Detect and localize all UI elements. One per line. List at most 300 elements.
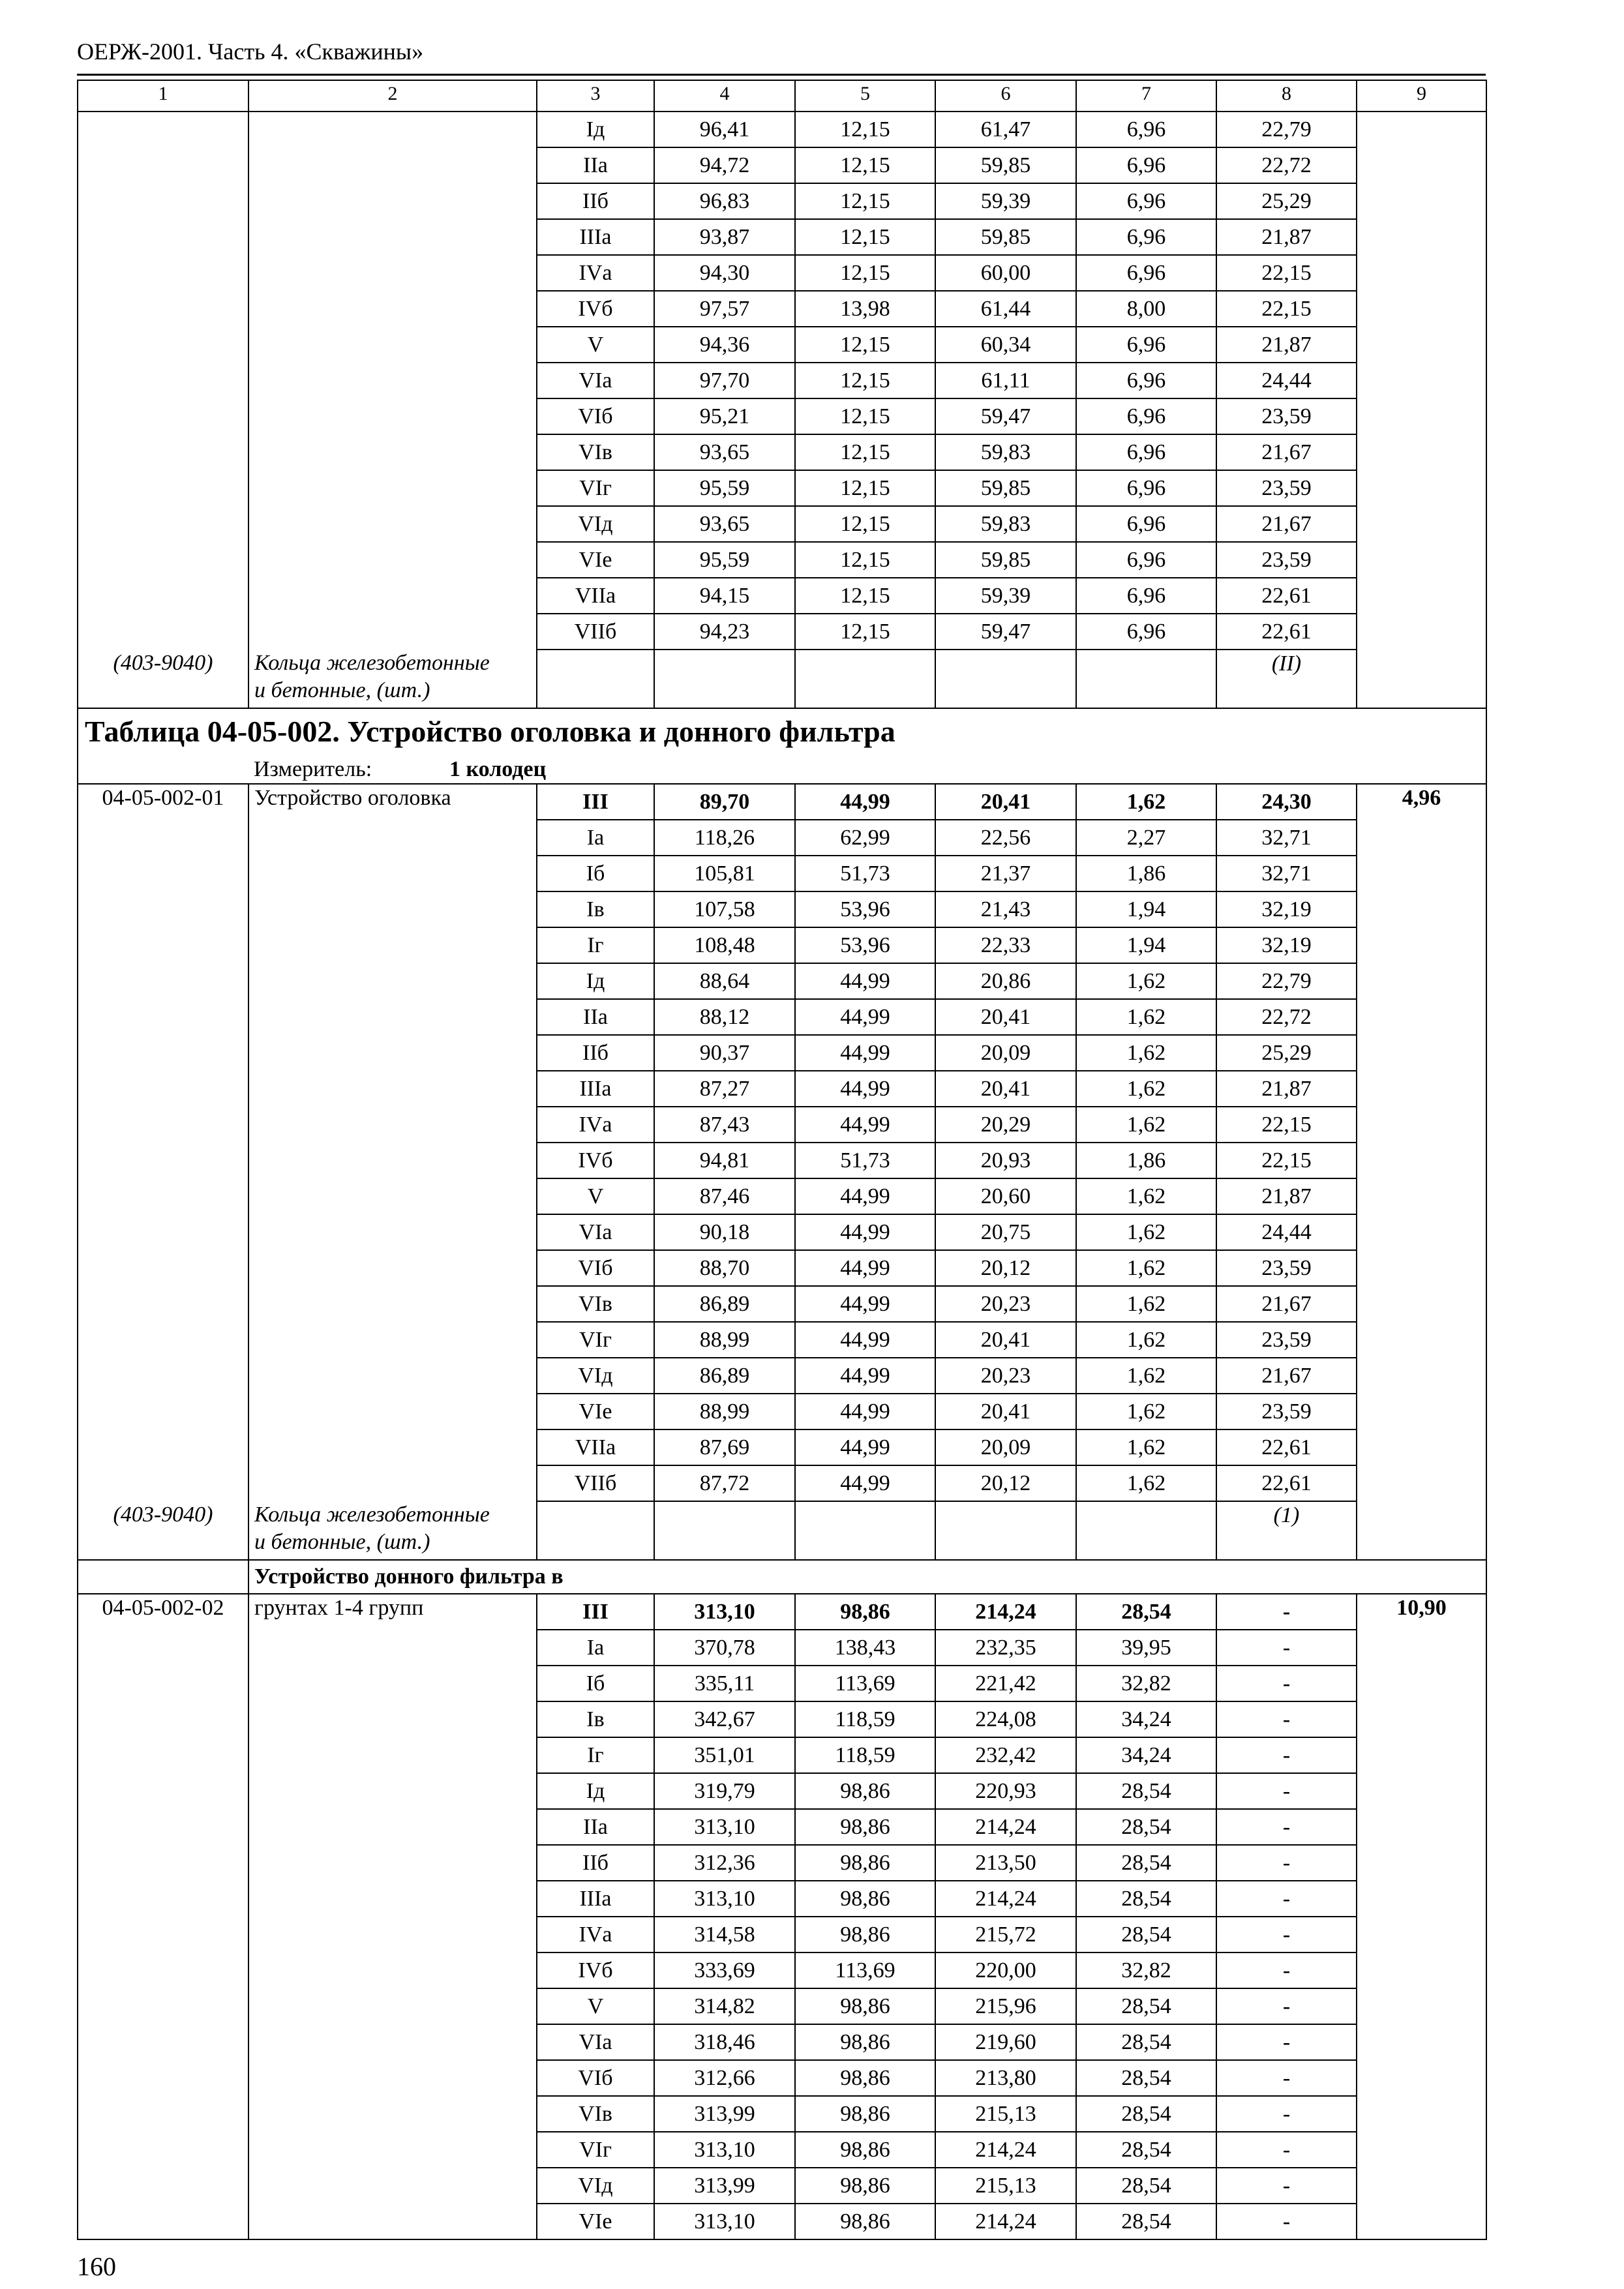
- value-cell: 34,24: [1076, 1737, 1216, 1773]
- value-cell: 319,79: [654, 1773, 795, 1809]
- value-cell: 105,81: [654, 856, 795, 891]
- value-cell: 6,96: [1076, 112, 1216, 147]
- value-cell: 44,99: [795, 1250, 935, 1286]
- value-cell: 87,43: [654, 1107, 795, 1143]
- column-number: 6: [935, 80, 1076, 112]
- zone-cell: Iд: [537, 112, 654, 147]
- value-cell: 28,54: [1076, 2024, 1216, 2060]
- value-cell: 313,99: [654, 2168, 795, 2204]
- value-cell: 6,96: [1076, 327, 1216, 363]
- zone-cell: IVа: [537, 1107, 654, 1143]
- value-cell: 1,62: [1076, 963, 1216, 999]
- value-cell: 1,94: [1076, 891, 1216, 927]
- zone-cell: IIб: [537, 1845, 654, 1881]
- value-cell: 313,10: [654, 2132, 795, 2168]
- column-number-row: [78, 80, 1486, 112]
- value-cell: 94,23: [654, 614, 795, 650]
- zone-cell: VIе: [537, 1394, 654, 1429]
- value-cell: 313,10: [654, 2204, 795, 2239]
- value-cell: 59,39: [935, 183, 1076, 219]
- value-cell: 113,69: [795, 1666, 935, 1701]
- zone-cell: VIд: [537, 506, 654, 542]
- value-cell: 87,46: [654, 1178, 795, 1214]
- col9-cell: [1357, 112, 1486, 650]
- value-cell: 6,96: [1076, 363, 1216, 398]
- value-cell: 25,29: [1216, 1035, 1357, 1071]
- value-cell: 28,54: [1076, 2204, 1216, 2239]
- code-cell: 04-05-002-01: [78, 784, 248, 1501]
- value-cell: 20,41: [935, 1394, 1076, 1429]
- material-name-line: и бетонные, (шт.): [254, 678, 430, 702]
- value-cell: 6,96: [1076, 614, 1216, 650]
- value-cell: 342,67: [654, 1701, 795, 1737]
- value-cell: 21,87: [1216, 1178, 1357, 1214]
- value-cell: 59,83: [935, 434, 1076, 470]
- value-cell: 313,10: [654, 1881, 795, 1917]
- value-cell: 12,15: [795, 327, 935, 363]
- value-cell: 88,99: [654, 1322, 795, 1358]
- value-cell: 94,81: [654, 1143, 795, 1178]
- zone-cell: V: [537, 1178, 654, 1214]
- value-cell: 13,98: [795, 291, 935, 327]
- zone-cell: VIб: [537, 2060, 654, 2096]
- value-cell: 118,26: [654, 820, 795, 856]
- value-cell: 34,24: [1076, 1701, 1216, 1737]
- value-cell: 53,96: [795, 891, 935, 927]
- value-cell: 32,71: [1216, 856, 1357, 891]
- value-cell: 88,99: [654, 1394, 795, 1429]
- value-cell: -: [1216, 1917, 1357, 1952]
- value-cell: 89,70: [654, 784, 795, 820]
- value-cell: 59,83: [935, 506, 1076, 542]
- zone-cell: VIа: [537, 2024, 654, 2060]
- value-cell: 1,62: [1076, 1071, 1216, 1107]
- empty-cell: [654, 650, 795, 708]
- value-cell: 51,73: [795, 856, 935, 891]
- value-cell: 44,99: [795, 1071, 935, 1107]
- material-name: [248, 1501, 537, 1560]
- value-cell: 12,15: [795, 506, 935, 542]
- value-cell: 44,99: [795, 1429, 935, 1465]
- material-qty: (1): [1216, 1501, 1357, 1560]
- empty-cell: [935, 1501, 1076, 1560]
- value-cell: 1,62: [1076, 1214, 1216, 1250]
- value-cell: 1,62: [1076, 1035, 1216, 1071]
- value-cell: 1,62: [1076, 1250, 1216, 1286]
- empty-cell: [654, 1501, 795, 1560]
- zone-cell: Iг: [537, 1737, 654, 1773]
- value-cell: 28,54: [1076, 2060, 1216, 2096]
- value-cell: 22,15: [1216, 255, 1357, 291]
- value-cell: 22,33: [935, 927, 1076, 963]
- value-cell: 6,96: [1076, 470, 1216, 506]
- value-cell: 32,19: [1216, 927, 1357, 963]
- name-cell: грунтах 1-4 групп: [248, 1594, 537, 2239]
- value-cell: 214,24: [935, 1881, 1076, 1917]
- measure-cell: [248, 755, 1486, 784]
- value-cell: 215,72: [935, 1917, 1076, 1952]
- code-cell: 04-05-002-02: [78, 1594, 248, 2239]
- value-cell: 313,10: [654, 1594, 795, 1630]
- value-cell: 61,44: [935, 291, 1076, 327]
- zone-cell: IIIа: [537, 219, 654, 255]
- value-cell: 20,75: [935, 1214, 1076, 1250]
- value-cell: 370,78: [654, 1630, 795, 1666]
- zone-cell: VIв: [537, 1286, 654, 1322]
- value-cell: 20,12: [935, 1465, 1076, 1501]
- value-cell: 22,15: [1216, 291, 1357, 327]
- value-cell: 44,99: [795, 1322, 935, 1358]
- empty-cell: [1357, 1501, 1486, 1560]
- value-cell: 213,80: [935, 2060, 1076, 2096]
- value-cell: 6,96: [1076, 506, 1216, 542]
- value-cell: 98,86: [795, 1773, 935, 1809]
- zone-cell: Iв: [537, 891, 654, 927]
- value-cell: 21,67: [1216, 1286, 1357, 1322]
- value-cell: 220,93: [935, 1773, 1076, 1809]
- value-cell: 62,99: [795, 820, 935, 856]
- value-cell: 22,61: [1216, 578, 1357, 614]
- value-cell: 59,39: [935, 578, 1076, 614]
- value-cell: 88,64: [654, 963, 795, 999]
- value-cell: 12,15: [795, 363, 935, 398]
- value-cell: 221,42: [935, 1666, 1076, 1701]
- zone-cell: IVб: [537, 1952, 654, 1988]
- header-rule: [77, 74, 1486, 76]
- value-cell: 93,65: [654, 506, 795, 542]
- value-cell: 333,69: [654, 1952, 795, 1988]
- value-cell: 23,59: [1216, 398, 1357, 434]
- value-cell: 90,18: [654, 1214, 795, 1250]
- value-cell: 118,59: [795, 1701, 935, 1737]
- value-cell: 98,86: [795, 2204, 935, 2239]
- value-cell: 90,37: [654, 1035, 795, 1071]
- value-cell: 21,67: [1216, 434, 1357, 470]
- value-cell: 220,00: [935, 1952, 1076, 1988]
- value-cell: 97,57: [654, 291, 795, 327]
- zone-cell: V: [537, 1988, 654, 2024]
- empty-cell: [1076, 650, 1216, 708]
- value-cell: 12,15: [795, 398, 935, 434]
- material-row: [78, 1501, 1486, 1560]
- material-name: [248, 650, 537, 708]
- zone-cell: IIб: [537, 1035, 654, 1071]
- material-qty: (II): [1216, 650, 1357, 708]
- value-cell: 113,69: [795, 1952, 935, 1988]
- value-cell: -: [1216, 1630, 1357, 1666]
- value-cell: 44,99: [795, 784, 935, 820]
- value-cell: 219,60: [935, 2024, 1076, 2060]
- value-cell: 20,86: [935, 963, 1076, 999]
- value-cell: 98,86: [795, 1881, 935, 1917]
- value-cell: 59,85: [935, 147, 1076, 183]
- value-cell: 44,99: [795, 1358, 935, 1394]
- value-cell: 25,29: [1216, 183, 1357, 219]
- empty-cell: [795, 650, 935, 708]
- value-cell: 60,00: [935, 255, 1076, 291]
- value-cell: 214,24: [935, 1809, 1076, 1845]
- zone-cell: VIIб: [537, 614, 654, 650]
- measure-row: [78, 755, 1486, 784]
- value-cell: -: [1216, 1773, 1357, 1809]
- zone-cell: VIIб: [537, 1465, 654, 1501]
- value-cell: 94,30: [654, 255, 795, 291]
- zone-cell: Iа: [537, 1630, 654, 1666]
- value-cell: 23,59: [1216, 542, 1357, 578]
- value-cell: 98,86: [795, 2024, 935, 2060]
- value-cell: 335,11: [654, 1666, 795, 1701]
- value-cell: 12,15: [795, 112, 935, 147]
- value-cell: 22,61: [1216, 614, 1357, 650]
- value-cell: 98,86: [795, 2060, 935, 2096]
- value-cell: -: [1216, 1701, 1357, 1737]
- zone-cell: IIIа: [537, 1071, 654, 1107]
- value-cell: 12,15: [795, 147, 935, 183]
- value-cell: 22,15: [1216, 1143, 1357, 1178]
- value-cell: 2,27: [1076, 820, 1216, 856]
- value-cell: 232,42: [935, 1737, 1076, 1773]
- empty-cell: [78, 1560, 248, 1594]
- material-name-line: и бетонные, (шт.): [254, 1530, 430, 1554]
- value-cell: 6,96: [1076, 434, 1216, 470]
- value-cell: 93,87: [654, 219, 795, 255]
- value-cell: -: [1216, 1737, 1357, 1773]
- column-number: 3: [537, 80, 654, 112]
- value-cell: 44,99: [795, 1286, 935, 1322]
- value-cell: 94,72: [654, 147, 795, 183]
- value-cell: 32,82: [1076, 1666, 1216, 1701]
- value-cell: 59,47: [935, 398, 1076, 434]
- value-cell: 108,48: [654, 927, 795, 963]
- value-cell: 313,99: [654, 2096, 795, 2132]
- table-row: [78, 112, 1486, 147]
- value-cell: 12,15: [795, 542, 935, 578]
- name-cell: Устройство оголовка: [248, 784, 537, 1501]
- value-cell: 6,96: [1076, 219, 1216, 255]
- value-cell: 28,54: [1076, 2168, 1216, 2204]
- value-cell: -: [1216, 2096, 1357, 2132]
- value-cell: -: [1216, 1809, 1357, 1845]
- value-cell: 98,86: [795, 2132, 935, 2168]
- zone-cell: Iа: [537, 820, 654, 856]
- zone-cell: VIд: [537, 1358, 654, 1394]
- value-cell: 28,54: [1076, 1594, 1216, 1630]
- value-cell: 23,59: [1216, 470, 1357, 506]
- value-cell: 96,41: [654, 112, 795, 147]
- value-cell: 224,08: [935, 1701, 1076, 1737]
- value-cell: 351,01: [654, 1737, 795, 1773]
- zone-cell: VIб: [537, 398, 654, 434]
- value-cell: 59,85: [935, 470, 1076, 506]
- value-cell: 20,41: [935, 1322, 1076, 1358]
- column-number: 1: [78, 80, 248, 112]
- value-cell: 312,36: [654, 1845, 795, 1881]
- table-row: [78, 784, 1486, 820]
- zone-cell: VIIа: [537, 1429, 654, 1465]
- value-cell: 20,41: [935, 1071, 1076, 1107]
- name-cell: [248, 112, 537, 650]
- zone-cell: VIг: [537, 1322, 654, 1358]
- value-cell: 1,86: [1076, 856, 1216, 891]
- zone-cell: Iд: [537, 1773, 654, 1809]
- running-header: ОЕРЖ-2001. Часть 4. «Скважины»: [77, 38, 424, 65]
- value-cell: 1,62: [1076, 999, 1216, 1035]
- value-cell: 32,82: [1076, 1952, 1216, 1988]
- value-cell: 59,85: [935, 219, 1076, 255]
- measure-label: Измеритель:: [254, 757, 372, 781]
- value-cell: 20,41: [935, 999, 1076, 1035]
- table-row: [78, 1594, 1486, 1630]
- zone-cell: Iб: [537, 856, 654, 891]
- value-cell: -: [1216, 2204, 1357, 2239]
- value-cell: 1,62: [1076, 1322, 1216, 1358]
- value-cell: 87,69: [654, 1429, 795, 1465]
- value-cell: 44,99: [795, 1214, 935, 1250]
- value-cell: 214,24: [935, 2204, 1076, 2239]
- value-cell: 232,35: [935, 1630, 1076, 1666]
- zone-cell: VIд: [537, 2168, 654, 2204]
- value-cell: 1,62: [1076, 1465, 1216, 1501]
- value-cell: 20,09: [935, 1429, 1076, 1465]
- value-cell: 98,86: [795, 2168, 935, 2204]
- value-cell: 1,62: [1076, 1429, 1216, 1465]
- value-cell: 107,58: [654, 891, 795, 927]
- subsection-heading: Устройство донного фильтра в: [248, 1560, 1486, 1594]
- value-cell: 214,24: [935, 1594, 1076, 1630]
- page-number: 160: [77, 2252, 116, 2281]
- column-number: 4: [654, 80, 795, 112]
- value-cell: 6,96: [1076, 255, 1216, 291]
- value-cell: 28,54: [1076, 1845, 1216, 1881]
- value-cell: 1,86: [1076, 1143, 1216, 1178]
- value-cell: 44,99: [795, 1465, 935, 1501]
- material-code: (403-9040): [78, 650, 248, 708]
- value-cell: 24,44: [1216, 1214, 1357, 1250]
- value-cell: 61,11: [935, 363, 1076, 398]
- column-number: 2: [248, 80, 537, 112]
- value-cell: 86,89: [654, 1358, 795, 1394]
- value-cell: 21,87: [1216, 327, 1357, 363]
- zone-cell: IIа: [537, 147, 654, 183]
- zone-cell: VIб: [537, 1250, 654, 1286]
- value-cell: 98,86: [795, 1594, 935, 1630]
- value-cell: 44,99: [795, 1107, 935, 1143]
- zone-cell: VIе: [537, 2204, 654, 2239]
- value-cell: 44,99: [795, 1394, 935, 1429]
- value-cell: 95,59: [654, 542, 795, 578]
- value-cell: 214,24: [935, 2132, 1076, 2168]
- value-cell: 1,62: [1076, 784, 1216, 820]
- value-cell: 1,62: [1076, 1394, 1216, 1429]
- value-cell: 12,15: [795, 614, 935, 650]
- rates-table: [77, 80, 1487, 2240]
- col9-cell: 4,96: [1357, 784, 1486, 1501]
- value-cell: -: [1216, 1881, 1357, 1917]
- column-number: 5: [795, 80, 935, 112]
- value-cell: 22,56: [935, 820, 1076, 856]
- zone-cell: IIа: [537, 1809, 654, 1845]
- zone-cell: IVа: [537, 255, 654, 291]
- value-cell: 39,95: [1076, 1630, 1216, 1666]
- zone-cell: IVб: [537, 1143, 654, 1178]
- value-cell: 22,79: [1216, 963, 1357, 999]
- value-cell: 51,73: [795, 1143, 935, 1178]
- value-cell: 12,15: [795, 219, 935, 255]
- value-cell: 6,96: [1076, 578, 1216, 614]
- code-cell: [78, 112, 248, 650]
- value-cell: 44,99: [795, 999, 935, 1035]
- material-row: [78, 650, 1486, 708]
- value-cell: 21,87: [1216, 219, 1357, 255]
- value-cell: 213,50: [935, 1845, 1076, 1881]
- value-cell: 21,67: [1216, 1358, 1357, 1394]
- zone-cell: IVб: [537, 291, 654, 327]
- value-cell: 28,54: [1076, 2096, 1216, 2132]
- value-cell: 96,83: [654, 183, 795, 219]
- value-cell: 95,59: [654, 470, 795, 506]
- value-cell: 44,99: [795, 1178, 935, 1214]
- value-cell: -: [1216, 1594, 1357, 1630]
- value-cell: 95,21: [654, 398, 795, 434]
- value-cell: 59,85: [935, 542, 1076, 578]
- value-cell: 53,96: [795, 927, 935, 963]
- zone-cell: VIа: [537, 363, 654, 398]
- value-cell: 28,54: [1076, 1773, 1216, 1809]
- value-cell: 12,15: [795, 255, 935, 291]
- material-code: (403-9040): [78, 1501, 248, 1560]
- value-cell: 215,13: [935, 2096, 1076, 2132]
- value-cell: 28,54: [1076, 1881, 1216, 1917]
- zone-cell: VIа: [537, 1214, 654, 1250]
- empty-cell: [537, 1501, 654, 1560]
- value-cell: 20,60: [935, 1178, 1076, 1214]
- value-cell: 87,72: [654, 1465, 795, 1501]
- subsection-heading-row: [78, 1560, 1486, 1594]
- value-cell: 6,96: [1076, 147, 1216, 183]
- value-cell: -: [1216, 2168, 1357, 2204]
- value-cell: 86,89: [654, 1286, 795, 1322]
- value-cell: -: [1216, 1666, 1357, 1701]
- col9-cell: 10,90: [1357, 1594, 1486, 2239]
- empty-cell: [537, 650, 654, 708]
- value-cell: 32,71: [1216, 820, 1357, 856]
- value-cell: 88,12: [654, 999, 795, 1035]
- value-cell: 6,96: [1076, 183, 1216, 219]
- value-cell: 6,96: [1076, 398, 1216, 434]
- value-cell: 12,15: [795, 578, 935, 614]
- value-cell: 314,82: [654, 1988, 795, 2024]
- value-cell: 44,99: [795, 1035, 935, 1071]
- value-cell: 28,54: [1076, 2132, 1216, 2168]
- value-cell: 138,43: [795, 1630, 935, 1666]
- zone-cell: IIб: [537, 183, 654, 219]
- zone-cell: VIг: [537, 2132, 654, 2168]
- value-cell: 93,65: [654, 434, 795, 470]
- value-cell: 98,86: [795, 1917, 935, 1952]
- empty-cell: [1357, 650, 1486, 708]
- value-cell: 21,87: [1216, 1071, 1357, 1107]
- zone-cell: VIв: [537, 434, 654, 470]
- value-cell: 20,12: [935, 1250, 1076, 1286]
- value-cell: 20,41: [935, 784, 1076, 820]
- value-cell: 59,47: [935, 614, 1076, 650]
- value-cell: 28,54: [1076, 1809, 1216, 1845]
- value-cell: 215,13: [935, 2168, 1076, 2204]
- zone-cell: VIв: [537, 2096, 654, 2132]
- value-cell: 314,58: [654, 1917, 795, 1952]
- zone-cell: Iб: [537, 1666, 654, 1701]
- value-cell: -: [1216, 2060, 1357, 2096]
